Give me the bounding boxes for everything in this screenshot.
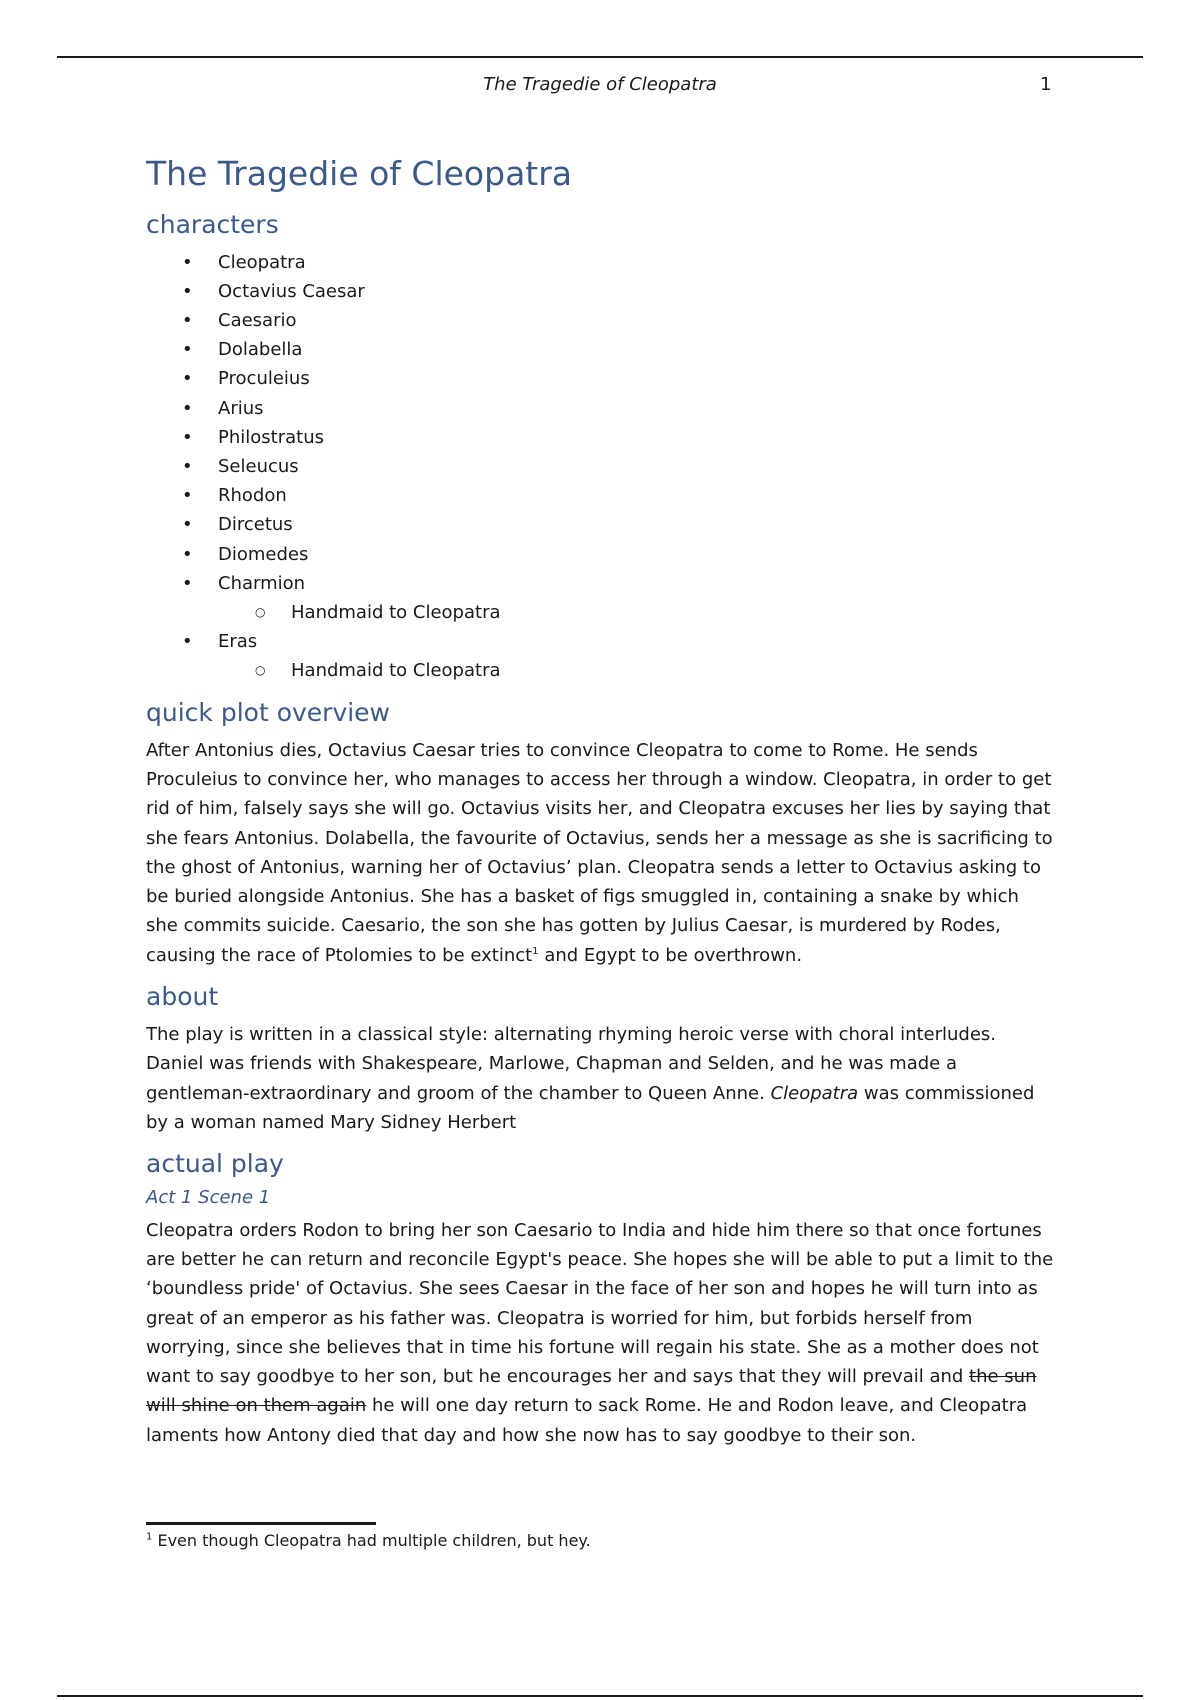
- list-item: • Seleucus: [146, 452, 1056, 481]
- list-item: • Proculeius: [146, 364, 1056, 393]
- about-text-1: The play is written in a classical style: alternating rhyming heroic verse with choral interludes. Daniel was friends with Shakespeare, Marlowe, Chapman and Selden, and he was made a gentleman-extraordinary and groom of the chamber to Queen Anne.: [146, 1024, 997, 1104]
- footnote-separator: [146, 1522, 376, 1525]
- about-text-2: was commissioned by a woman named Mary Sidney Herbert: [146, 1082, 1035, 1133]
- page-number: 1: [1040, 74, 1052, 95]
- list-item: • Octavius Caesar: [146, 277, 1056, 306]
- characters-heading: characters: [146, 209, 279, 239]
- running-title: The Tragedie of Cleopatra: [483, 74, 717, 95]
- list-item: • Arius: [146, 394, 1056, 423]
- scene-text-2: he will one day return to sack Rome. He and Rodon leave, and Cleopatra laments how Antony died that day and how she now has to say goodbye to their son.: [146, 1395, 1028, 1446]
- header-rule: [57, 56, 1143, 58]
- about-paragraph: [146, 1020, 1056, 1137]
- sub-list-item: ○ Handmaid to Cleopatra: [146, 598, 1056, 627]
- about-italic-title: Cleopatra: [770, 1082, 859, 1104]
- about-heading: about: [146, 982, 219, 1012]
- list-item: • Dolabella: [146, 335, 1056, 364]
- strikethrough-text: the sun will shine on them again: [146, 1366, 1037, 1417]
- list-item: • Dircetus: [146, 510, 1056, 539]
- document-body: [146, 154, 1056, 1462]
- list-item: • Charmion: [146, 569, 1056, 598]
- list-item: • Cleopatra: [146, 248, 1056, 277]
- footnote-marker: 1: [146, 1531, 153, 1543]
- list-item: • Diomedes: [146, 540, 1056, 569]
- scene-heading: Act 1 Scene 1: [146, 1187, 271, 1209]
- sub-list-item: ○ Handmaid to Cleopatra: [146, 656, 1056, 685]
- document-title: The Tragedie of Cleopatra: [146, 154, 573, 193]
- footer-rule: [57, 1695, 1143, 1697]
- footnote-reference[interactable]: 1: [532, 945, 539, 957]
- list-item: • Eras: [146, 627, 1056, 656]
- scene-text-1: Cleopatra orders Rodon to bring her son Caesario to India and hide him there so that once fortunes are better he can return and reconcile Egypt's peace. She hopes she will be able to put a limit to the ‘boundless pride' of Octavius. She sees Caesar in the face of her son and hopes he will turn into as great of an emperor as his father was. Cleopatra is worried for him, but forbids herself from worrying, since she believes that in time his fortune will regain his state. She as a mother does not want to say goodbye to her son, but he encourages her and says that they will prevail and: [146, 1219, 1054, 1388]
- play-heading: actual play: [146, 1149, 284, 1179]
- scene-paragraph: [146, 1216, 1056, 1450]
- footnote-text: Even though Cleopatra had multiple children, but hey.: [152, 1531, 591, 1550]
- plot-heading: quick plot overview: [146, 697, 391, 727]
- footnote: [146, 1530, 1056, 1552]
- plot-paragraph: [146, 736, 1056, 970]
- list-item: • Philostratus: [146, 423, 1056, 452]
- plot-text-end: and Egypt to be overthrown.: [538, 944, 803, 966]
- list-item: • Rhodon: [146, 481, 1056, 510]
- running-header: [0, 74, 1200, 98]
- list-item: • Caesario: [146, 306, 1056, 335]
- characters-list: [146, 248, 1056, 686]
- plot-text: After Antonius dies, Octavius Caesar tries to convince Cleopatra to come to Rome. He sends Proculeius to convince her, who manages to access her through a window. Cleopatra, in order to get rid of him, falsely says she will go. Octavius visits her, and Cleopatra excuses her lies by saying that she fears Antonius. Dolabella, the favourite of Octavius, sends her a message as she is sacrificing to the ghost of Antonius, warning her of Octavius’ plan. Cleopatra sends a letter to Octavius asking to be buried alongside Antonius. She has a basket of figs smuggled in, containing a snake by which she commits suicide. Caesario, the son she has gotten by Julius Caesar, is murdered by Rodes, causing the race of Ptolomies to be extinct: [146, 739, 1053, 966]
